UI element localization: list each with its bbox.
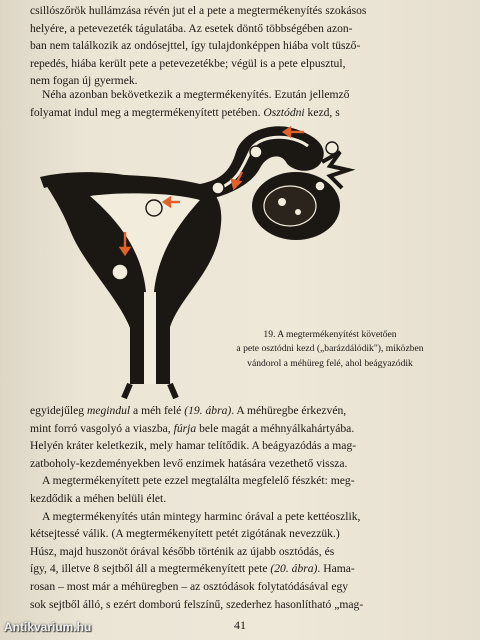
figure-reference: (20. ábra): [270, 562, 318, 576]
text-line: A megtermékenyítés után mintegy harminc órával a pete kettéoszlik,: [42, 509, 361, 523]
text-line: [30, 402, 448, 420]
follicle-dot: [278, 198, 286, 206]
text-span: kezd, s: [304, 105, 340, 119]
emphasis-text: Osztódni: [263, 105, 305, 119]
text-span: a méh felé: [130, 404, 185, 417]
egg-cell: [212, 182, 224, 194]
text-line: [30, 104, 448, 122]
caption-line: vándorol a méhüreg felé, ahol beágyazódik: [247, 357, 413, 369]
follicle-dot: [295, 209, 301, 215]
text-line: Néha azonban bekövetkezik a megtermékenyítés. Ezután jellemző: [42, 88, 350, 101]
caption-line: 19. A megtermékenyítést követően: [263, 329, 397, 340]
text-line: rosan – most már a méhüregben – az osztódások folytatódásával egy: [30, 579, 349, 593]
morula-cell: [146, 200, 162, 216]
ovary-follicle: [264, 186, 316, 226]
egg-cell: [315, 181, 325, 191]
egg-cell: [250, 146, 262, 158]
paragraph-middle: [30, 86, 448, 121]
cervix: [144, 292, 156, 384]
egg-cell: [326, 142, 338, 154]
text-line: csillószőrök hullámzása révén jut el a pete a megtermékenyítés szokásos: [30, 4, 367, 17]
text-span: egyidejűleg: [30, 404, 87, 417]
emphasis-text: megindul: [86, 404, 131, 417]
morula-cell: [112, 264, 128, 280]
paragraph-bottom: [30, 402, 448, 613]
figure-reference: (19. ábra): [184, 404, 232, 417]
text-line: ban nem találkozik az ondósejttel, így tulajdonképpen hiába volt tüsző-: [30, 39, 361, 53]
emphasis-text: fúrja: [173, 421, 197, 435]
text-line: [30, 560, 448, 578]
text-span: . Hama-: [317, 562, 355, 576]
text-span: így, 4, illetve 8 sejtből áll a megtermékenyített pete: [30, 562, 271, 576]
text-line: Húsz, majd huszonöt órával később történik az újabb osztódás, és: [30, 544, 335, 558]
caption-line: a pete osztódni kezd („barázdálódik"), miközben: [236, 343, 424, 355]
figure-caption: [210, 328, 450, 371]
text-line: Helyén kráter keletkezik, mely hamar telítődik. A beágyazódás a mag-: [30, 439, 357, 453]
text-line: kezdődik a méhen belüli élet.: [30, 491, 167, 505]
watermark: Antikvarium.hu: [4, 620, 92, 634]
page-number: 41: [234, 618, 246, 632]
text-line: A megtermékenyített pete ezzel megtalálta megfelelő fészkét: meg-: [42, 474, 355, 488]
text-line: sok sejtből álló, s ezért domború felszínű, szederhez hasonlítható „mag-: [30, 597, 364, 611]
text-line: kétsejtessé válik. (A megtermékenyített petét zigótának nevezzük.): [30, 527, 340, 541]
text-line: zatboholy-kezdeményekben levő enzimek hatására vezethető vissza.: [30, 456, 348, 470]
text-line: nem fogan új gyermek.: [30, 74, 138, 88]
text-line: [30, 420, 448, 438]
text-span: mint forró vasgolyó a viaszba,: [30, 421, 174, 435]
text-line: helyére, a petevezeték tágulatába. Az esetek döntő többségében azon-: [30, 21, 353, 35]
text-line: repedés, hiába került pete a petevezetékbe; végül is a pete elpusztul,: [30, 56, 346, 70]
paragraph-top: [30, 2, 448, 90]
text-span: bele magát a méhnyálkahártyába.: [196, 421, 355, 435]
text-span: folyamat indul meg a megtermékenyített petében.: [30, 105, 264, 119]
text-span: . A méhüregbe érkezvén,: [231, 404, 347, 417]
vaginal-wall: [124, 384, 176, 398]
